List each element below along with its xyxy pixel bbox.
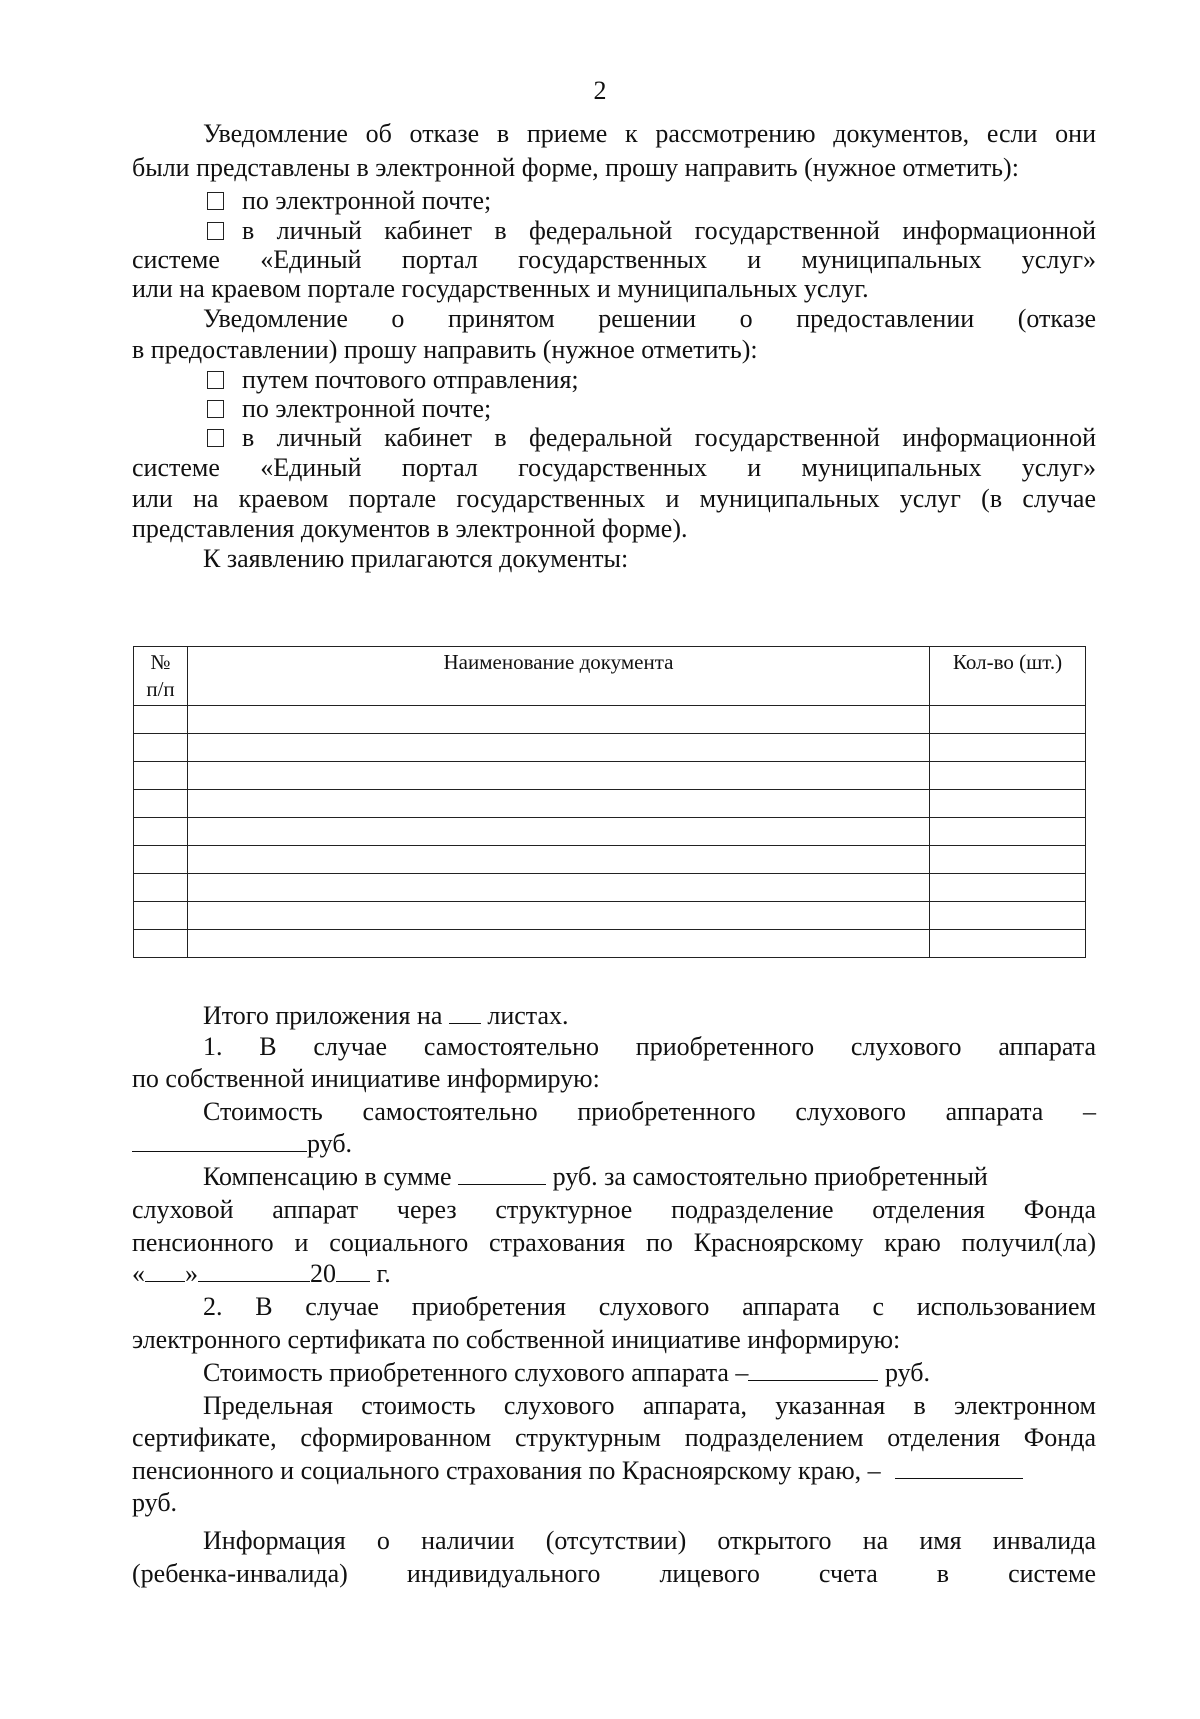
cell-document-name[interactable] [188, 706, 930, 734]
total-prefix: Итого приложения на [203, 1001, 443, 1030]
cell-number[interactable] [134, 762, 188, 790]
refusal-notice-line-1: Уведомление об отказе в приеме к рассмотрению документов, если они [203, 119, 1096, 148]
item2-limit-text: пенсионного и социального страхования по Красноярскому краю, – [132, 1456, 881, 1485]
cell-document-name[interactable] [188, 902, 930, 930]
cell-document-name[interactable] [188, 818, 930, 846]
cell-quantity[interactable] [930, 818, 1086, 846]
compensation-amount-field[interactable] [458, 1160, 546, 1185]
cell-number[interactable] [134, 846, 188, 874]
total-line [203, 999, 1096, 1032]
header-number-line-2: п/п [146, 677, 175, 701]
cell-quantity[interactable] [930, 930, 1086, 958]
cell-number[interactable] [134, 818, 188, 846]
item2-limit-line-4: руб. [132, 1488, 178, 1517]
item2-cost-line [203, 1356, 1096, 1389]
table-row [134, 706, 1086, 734]
header-quantity: Кол-во (шт.) [930, 647, 1086, 706]
comp-prefix: Компенсацию в сумме [203, 1162, 452, 1191]
table-row [134, 762, 1086, 790]
item1-compensation-line-2: слуховой аппарат через структурное подразделение отделения Фонда [132, 1195, 1096, 1224]
cell-quantity[interactable] [930, 734, 1086, 762]
table-row [134, 930, 1086, 958]
documents-table [133, 646, 1086, 958]
table-header-row [134, 647, 1086, 706]
info-line-2: (ребенка-инвалида) индивидуального лицевого счета в системе [132, 1559, 1096, 1588]
header-number-line-1: № [150, 650, 171, 674]
decision-cabinet-line-2: системе «Единый портал государственных и муниципальных услуг» [132, 453, 1096, 482]
item2-limit-line-2: сертификате, сформированном структурным подразделением отделения Фонда [132, 1423, 1096, 1452]
decision-cabinet-line-4: представления документов в электронной форме). [132, 514, 688, 543]
cell-document-name[interactable] [188, 846, 930, 874]
cell-number[interactable] [134, 706, 188, 734]
cell-document-name[interactable] [188, 734, 930, 762]
refusal-cabinet-label-1: в личный кабинет в федеральной государственной информационной [242, 216, 1096, 245]
item2-rub: руб. [884, 1358, 930, 1387]
cell-document-name[interactable] [188, 790, 930, 818]
decision-cabinet-line-3: или на краевом портале государственных и муниципальных услуг (в случае [132, 484, 1096, 513]
cell-number[interactable] [134, 930, 188, 958]
table-row [134, 818, 1086, 846]
item1-line-1: 1. В случае самостоятельно приобретенного слухового аппарата [203, 1032, 1096, 1061]
item1-cost-line: Стоимость самостоятельно приобретенного слухового аппарата – [203, 1097, 1096, 1126]
refusal-option-email [207, 184, 1096, 217]
cell-quantity[interactable] [930, 902, 1086, 930]
cell-quantity[interactable] [930, 846, 1086, 874]
attachments-intro: К заявлению прилагаются документы: [203, 544, 629, 573]
item1-date-line [132, 1257, 1096, 1290]
cell-number[interactable] [134, 902, 188, 930]
table-row [134, 790, 1086, 818]
cell-number[interactable] [134, 874, 188, 902]
page-number: 2 [593, 76, 607, 105]
item2-line-1: 2. В случае приобретения слухового аппарата с использованием [203, 1292, 1096, 1321]
date-g: г. [376, 1259, 391, 1288]
decision-post-checkbox[interactable] [207, 371, 224, 389]
item2-limit-line-3 [132, 1454, 1096, 1487]
decision-notice-line-2: в предоставлении) прошу направить (нужное отметить): [132, 335, 758, 364]
cell-quantity[interactable] [930, 706, 1086, 734]
header-document-name: Наименование документа [188, 647, 930, 706]
table-row [134, 902, 1086, 930]
decision-notice-line-1: Уведомление о принятом решении о предоставлении (отказе [203, 304, 1096, 333]
cell-number[interactable] [134, 734, 188, 762]
decision-cabinet-checkbox[interactable] [207, 429, 224, 447]
cell-number[interactable] [134, 790, 188, 818]
purchase-cost-field[interactable] [748, 1356, 878, 1381]
date-year-field[interactable] [336, 1257, 370, 1282]
decision-email-checkbox[interactable] [207, 400, 224, 418]
item2-line-2: электронного сертификата по собственной инициативе информирую: [132, 1325, 901, 1354]
total-suffix: листах. [487, 1001, 569, 1030]
cell-document-name[interactable] [188, 930, 930, 958]
decision-option-cabinet [207, 421, 1096, 454]
date-open-quote: « [132, 1259, 145, 1288]
decision-post-label: путем почтового отправления; [242, 365, 579, 394]
limit-cost-field[interactable] [895, 1454, 1023, 1479]
item1-cost-amount-line [132, 1127, 1096, 1160]
date-year-prefix: 20 [310, 1259, 336, 1288]
table-row [134, 734, 1086, 762]
date-day-field[interactable] [145, 1257, 185, 1282]
sheets-count-field[interactable] [449, 999, 481, 1024]
refusal-cabinet-line-3: или на краевом портале государственных и муниципальных услуг. [132, 274, 869, 303]
item1-rub: руб. [307, 1129, 353, 1158]
cell-quantity[interactable] [930, 762, 1086, 790]
refusal-email-label: по электронной почте; [242, 186, 492, 215]
item1-line-2: по собственной инициативе информирую: [132, 1064, 600, 1093]
header-number [134, 647, 188, 706]
item2-cost-prefix: Стоимость приобретенного слухового аппарата – [203, 1358, 749, 1387]
refusal-email-checkbox[interactable] [207, 192, 224, 210]
comp-suffix: руб. за самостоятельно приобретенный [552, 1162, 988, 1191]
date-month-field[interactable] [198, 1257, 310, 1282]
decision-email-label: по электронной почте; [242, 394, 492, 423]
decision-cabinet-label-1: в личный кабинет в федеральной государственной информационной [242, 423, 1096, 452]
cell-document-name[interactable] [188, 762, 930, 790]
item1-compensation-line-3: пенсионного и социального страхования по Красноярскому краю получил(ла) [132, 1228, 1096, 1257]
date-close-quote: » [185, 1259, 198, 1288]
item2-limit-line-1: Предельная стоимость слухового аппарата, указанная в электронном [203, 1391, 1096, 1420]
refusal-cabinet-checkbox[interactable] [207, 222, 224, 240]
table-row [134, 846, 1086, 874]
refusal-notice-line-2: были представлены в электронной форме, прошу направить (нужное отметить): [132, 153, 1019, 182]
table-row [134, 874, 1086, 902]
cell-quantity[interactable] [930, 790, 1086, 818]
cell-document-name[interactable] [188, 874, 930, 902]
refusal-cabinet-line-2: системе «Единый портал государственных и муниципальных услуг» [132, 245, 1096, 274]
item1-compensation-line [203, 1160, 1096, 1193]
info-line-1: Информация о наличии (отсутствии) открытого на имя инвалида [203, 1526, 1096, 1555]
cell-quantity[interactable] [930, 874, 1086, 902]
self-purchase-cost-field[interactable] [132, 1127, 307, 1152]
